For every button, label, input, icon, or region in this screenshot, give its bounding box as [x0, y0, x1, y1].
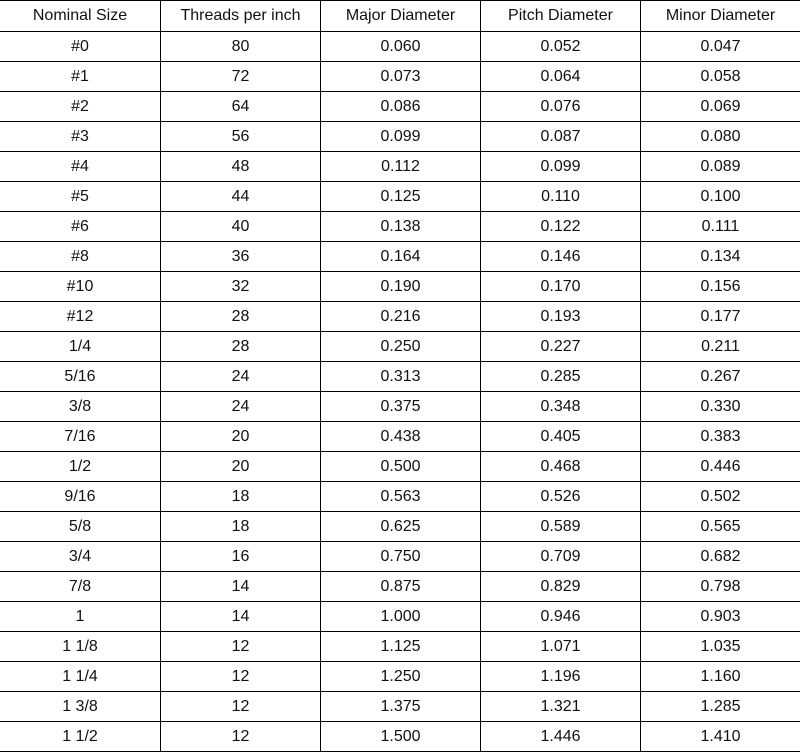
table-row	[0, 362, 800, 392]
major-diameter-cell: 0.438	[321, 422, 481, 452]
major-diameter-cell: 0.060	[321, 32, 481, 62]
pitch-diameter-cell: 0.709	[481, 542, 641, 572]
threads-per-inch-cell: 12	[161, 692, 321, 722]
nominal-size-cell: #0	[0, 32, 161, 62]
minor-diameter-cell: 1.285	[641, 692, 800, 722]
threads-per-inch-cell: 36	[161, 242, 321, 272]
table-row	[0, 332, 800, 362]
pitch-diameter-cell: 0.122	[481, 212, 641, 242]
nominal-size-cell: #12	[0, 302, 161, 332]
nominal-size-cell: #6	[0, 212, 161, 242]
header-minor-diameter: Minor Diameter	[641, 1, 800, 32]
table-row	[0, 452, 800, 482]
major-diameter-cell: 0.125	[321, 182, 481, 212]
table-row	[0, 602, 800, 632]
header-row	[0, 1, 800, 32]
threads-per-inch-cell: 14	[161, 602, 321, 632]
table-row	[0, 272, 800, 302]
threads-per-inch-cell: 12	[161, 632, 321, 662]
major-diameter-cell: 0.073	[321, 62, 481, 92]
pitch-diameter-cell: 0.099	[481, 152, 641, 182]
nominal-size-cell: 1 1/2	[0, 722, 161, 752]
nominal-size-cell: 5/8	[0, 512, 161, 542]
major-diameter-cell: 0.250	[321, 332, 481, 362]
minor-diameter-cell: 1.160	[641, 662, 800, 692]
nominal-size-cell: 1/2	[0, 452, 161, 482]
major-diameter-cell: 1.500	[321, 722, 481, 752]
table-row	[0, 122, 800, 152]
threads-per-inch-cell: 16	[161, 542, 321, 572]
threads-per-inch-cell: 20	[161, 422, 321, 452]
major-diameter-cell: 0.875	[321, 572, 481, 602]
pitch-diameter-cell: 0.227	[481, 332, 641, 362]
pitch-diameter-cell: 0.193	[481, 302, 641, 332]
major-diameter-cell: 1.250	[321, 662, 481, 692]
table-row	[0, 542, 800, 572]
pitch-diameter-cell: 1.321	[481, 692, 641, 722]
minor-diameter-cell: 0.111	[641, 212, 800, 242]
minor-diameter-cell: 0.069	[641, 92, 800, 122]
table-row	[0, 62, 800, 92]
pitch-diameter-cell: 0.589	[481, 512, 641, 542]
pitch-diameter-cell: 0.064	[481, 62, 641, 92]
table-row	[0, 392, 800, 422]
threads-per-inch-cell: 28	[161, 332, 321, 362]
major-diameter-cell: 0.500	[321, 452, 481, 482]
threads-per-inch-cell: 32	[161, 272, 321, 302]
threads-per-inch-cell: 40	[161, 212, 321, 242]
threads-per-inch-cell: 44	[161, 182, 321, 212]
minor-diameter-cell: 0.156	[641, 272, 800, 302]
major-diameter-cell: 0.190	[321, 272, 481, 302]
threads-per-inch-cell: 56	[161, 122, 321, 152]
major-diameter-cell: 0.112	[321, 152, 481, 182]
table-row	[0, 92, 800, 122]
pitch-diameter-cell: 0.348	[481, 392, 641, 422]
major-diameter-cell: 0.375	[321, 392, 481, 422]
minor-diameter-cell: 0.798	[641, 572, 800, 602]
pitch-diameter-cell: 0.146	[481, 242, 641, 272]
major-diameter-cell: 0.313	[321, 362, 481, 392]
table-row	[0, 302, 800, 332]
minor-diameter-cell: 0.267	[641, 362, 800, 392]
nominal-size-cell: 3/8	[0, 392, 161, 422]
major-diameter-cell: 0.138	[321, 212, 481, 242]
threads-per-inch-cell: 28	[161, 302, 321, 332]
major-diameter-cell: 0.563	[321, 482, 481, 512]
nominal-size-cell: 1	[0, 602, 161, 632]
table-row	[0, 212, 800, 242]
header-pitch-diameter: Pitch Diameter	[481, 1, 641, 32]
minor-diameter-cell: 0.682	[641, 542, 800, 572]
table-row	[0, 482, 800, 512]
minor-diameter-cell: 0.177	[641, 302, 800, 332]
major-diameter-cell: 0.216	[321, 302, 481, 332]
nominal-size-cell: 5/16	[0, 362, 161, 392]
table-row	[0, 32, 800, 62]
major-diameter-cell: 0.099	[321, 122, 481, 152]
pitch-diameter-cell: 0.468	[481, 452, 641, 482]
nominal-size-cell: 7/16	[0, 422, 161, 452]
threads-per-inch-cell: 12	[161, 722, 321, 752]
minor-diameter-cell: 0.502	[641, 482, 800, 512]
pitch-diameter-cell: 0.405	[481, 422, 641, 452]
nominal-size-cell: #10	[0, 272, 161, 302]
pitch-diameter-cell: 0.170	[481, 272, 641, 302]
nominal-size-cell: 1/4	[0, 332, 161, 362]
threads-per-inch-cell: 64	[161, 92, 321, 122]
nominal-size-cell: #1	[0, 62, 161, 92]
threads-per-inch-cell: 48	[161, 152, 321, 182]
pitch-diameter-cell: 0.526	[481, 482, 641, 512]
threads-per-inch-cell: 12	[161, 662, 321, 692]
nominal-size-cell: #8	[0, 242, 161, 272]
minor-diameter-cell: 0.330	[641, 392, 800, 422]
nominal-size-cell: #3	[0, 122, 161, 152]
pitch-diameter-cell: 1.446	[481, 722, 641, 752]
major-diameter-cell: 0.750	[321, 542, 481, 572]
header-nominal-size: Nominal Size	[0, 1, 161, 32]
minor-diameter-cell: 1.410	[641, 722, 800, 752]
threads-per-inch-cell: 20	[161, 452, 321, 482]
threads-per-inch-cell: 80	[161, 32, 321, 62]
minor-diameter-cell: 0.565	[641, 512, 800, 542]
header-threads-per-inch: Threads per inch	[161, 1, 321, 32]
major-diameter-cell: 0.164	[321, 242, 481, 272]
nominal-size-cell: #2	[0, 92, 161, 122]
table-row	[0, 182, 800, 212]
major-diameter-cell: 1.125	[321, 632, 481, 662]
minor-diameter-cell: 1.035	[641, 632, 800, 662]
pitch-diameter-cell: 1.196	[481, 662, 641, 692]
major-diameter-cell: 1.000	[321, 602, 481, 632]
table-row	[0, 662, 800, 692]
table-row	[0, 692, 800, 722]
table-row	[0, 512, 800, 542]
pitch-diameter-cell: 0.076	[481, 92, 641, 122]
pitch-diameter-cell: 0.829	[481, 572, 641, 602]
pitch-diameter-cell: 0.087	[481, 122, 641, 152]
threads-per-inch-cell: 24	[161, 392, 321, 422]
nominal-size-cell: 7/8	[0, 572, 161, 602]
minor-diameter-cell: 0.903	[641, 602, 800, 632]
table-row	[0, 722, 800, 752]
minor-diameter-cell: 0.383	[641, 422, 800, 452]
nominal-size-cell: 1 1/4	[0, 662, 161, 692]
minor-diameter-cell: 0.446	[641, 452, 800, 482]
threads-per-inch-cell: 14	[161, 572, 321, 602]
pitch-diameter-cell: 0.946	[481, 602, 641, 632]
nominal-size-cell: 1 1/8	[0, 632, 161, 662]
minor-diameter-cell: 0.047	[641, 32, 800, 62]
table-row	[0, 152, 800, 182]
table-row	[0, 242, 800, 272]
threads-per-inch-cell: 24	[161, 362, 321, 392]
pitch-diameter-cell: 0.285	[481, 362, 641, 392]
minor-diameter-cell: 0.058	[641, 62, 800, 92]
threads-per-inch-cell: 18	[161, 512, 321, 542]
nominal-size-cell: 9/16	[0, 482, 161, 512]
threads-per-inch-cell: 72	[161, 62, 321, 92]
major-diameter-cell: 0.625	[321, 512, 481, 542]
minor-diameter-cell: 0.089	[641, 152, 800, 182]
minor-diameter-cell: 0.134	[641, 242, 800, 272]
minor-diameter-cell: 0.100	[641, 182, 800, 212]
table-row	[0, 572, 800, 602]
table-row	[0, 632, 800, 662]
nominal-size-cell: #4	[0, 152, 161, 182]
threads-per-inch-cell: 18	[161, 482, 321, 512]
nominal-size-cell: 3/4	[0, 542, 161, 572]
nominal-size-cell: 1 3/8	[0, 692, 161, 722]
table-body	[0, 32, 800, 752]
header-major-diameter: Major Diameter	[321, 1, 481, 32]
pitch-diameter-cell: 1.071	[481, 632, 641, 662]
major-diameter-cell: 1.375	[321, 692, 481, 722]
pitch-diameter-cell: 0.110	[481, 182, 641, 212]
table-row	[0, 422, 800, 452]
minor-diameter-cell: 0.211	[641, 332, 800, 362]
major-diameter-cell: 0.086	[321, 92, 481, 122]
minor-diameter-cell: 0.080	[641, 122, 800, 152]
pitch-diameter-cell: 0.052	[481, 32, 641, 62]
nominal-size-cell: #5	[0, 182, 161, 212]
